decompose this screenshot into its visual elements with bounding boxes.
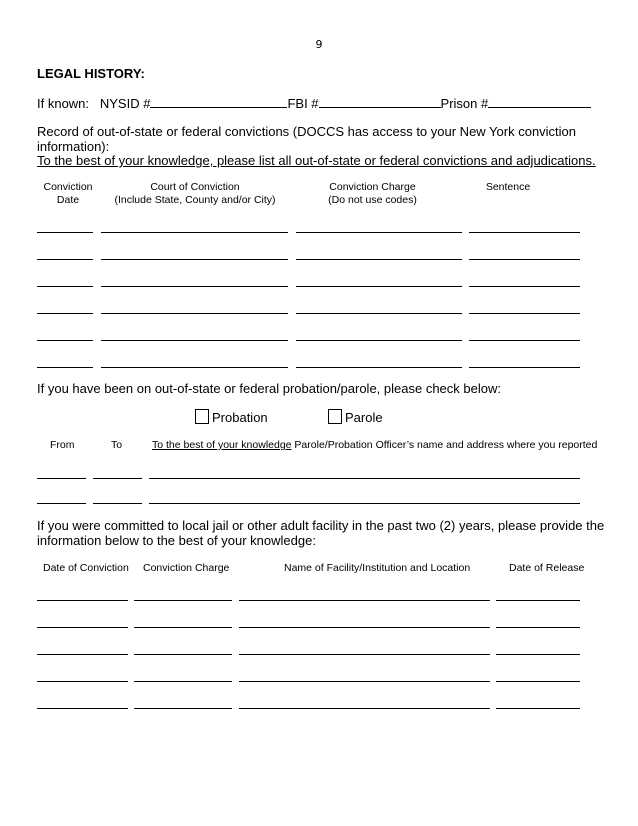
nysid-field[interactable] [150, 95, 287, 108]
col-conviction-charge: Conviction Charge [143, 562, 230, 574]
parole-checkbox[interactable] [328, 409, 342, 424]
jail-row3-col3-field[interactable] [239, 654, 490, 655]
probation-checkbox[interactable] [195, 409, 209, 424]
probation-label: Probation [212, 410, 268, 425]
col-from: From [50, 439, 75, 451]
convictions-intro [37, 124, 597, 154]
conviction-row3-col3-field[interactable] [296, 286, 462, 287]
jail-question-line2: information below to the best of your knowledge: [37, 533, 316, 548]
col-officer-details-underlined: To the best of your knowledge [152, 439, 292, 451]
nysid-label: NYSID # [99, 96, 151, 111]
col-sentence-line1: Sentence [485, 181, 531, 193]
jail-row2-col1-field[interactable] [37, 627, 128, 628]
conviction-row2-col2-field[interactable] [101, 259, 288, 260]
conviction-row2-col4-field[interactable] [469, 259, 580, 260]
jail-row4-col4-field[interactable] [496, 681, 580, 682]
conviction-row3-col2-field[interactable] [101, 286, 288, 287]
convictions-intro-line1: Record of out-of-state or federal convictions (DOCCS has access to your New York conviction [37, 124, 577, 139]
col-court-line2: (Include State, County and/or City) [114, 194, 276, 206]
jail-row2-col2-field[interactable] [134, 627, 232, 628]
probation-from-field-1[interactable] [37, 478, 86, 479]
conviction-row4-col3-field[interactable] [296, 313, 462, 314]
conviction-row6-col3-field[interactable] [296, 367, 462, 368]
conviction-row2-col1-field[interactable] [37, 259, 93, 260]
probation-from-field-2[interactable] [37, 503, 86, 504]
conviction-row1-col1-field[interactable] [37, 232, 93, 233]
col-conviction-date-line1: Conviction [43, 181, 93, 193]
jail-row5-col3-field[interactable] [239, 708, 490, 709]
conviction-row3-col4-field[interactable] [469, 286, 580, 287]
conviction-row5-col3-field[interactable] [296, 340, 462, 341]
col-conviction-date [38, 181, 98, 207]
col-charge-line1: Conviction Charge [329, 181, 416, 193]
parole-label: Parole [345, 410, 383, 425]
jail-row2-col3-field[interactable] [239, 627, 490, 628]
col-officer-details [152, 439, 597, 451]
col-charge [310, 181, 435, 207]
col-officer-details-rest: Parole/Probation Officer’s name and address where you reported [291, 439, 598, 451]
col-charge-line2: (Do not use codes) [328, 194, 417, 206]
convictions-intro-line2: information): [37, 139, 110, 154]
probation-details-field-1[interactable] [149, 478, 580, 479]
conviction-row1-col2-field[interactable] [101, 232, 288, 233]
col-to: To [111, 439, 123, 451]
id-line [37, 95, 591, 111]
if-known-label: If known: [37, 96, 90, 111]
jail-row4-col2-field[interactable] [134, 681, 232, 682]
col-court-line1: Court of Conviction [150, 181, 240, 193]
fbi-field[interactable] [319, 95, 441, 108]
conviction-row6-col4-field[interactable] [469, 367, 580, 368]
jail-row3-col2-field[interactable] [134, 654, 232, 655]
prison-field[interactable] [488, 95, 591, 108]
jail-row4-col1-field[interactable] [37, 681, 128, 682]
jail-row1-col1-field[interactable] [37, 600, 128, 601]
convictions-instruction: To the best of your knowledge, please list all out-of-state or federal convictions and adjudications. [37, 153, 596, 168]
jail-row1-col4-field[interactable] [496, 600, 580, 601]
conviction-row4-col2-field[interactable] [101, 313, 288, 314]
jail-row5-col4-field[interactable] [496, 708, 580, 709]
jail-row1-col2-field[interactable] [134, 600, 232, 601]
col-facility: Name of Facility/Institution and Location [284, 562, 471, 574]
section-heading: LEGAL HISTORY: [37, 66, 145, 81]
probation-details-field-2[interactable] [149, 503, 580, 504]
col-date-of-conviction: Date of Conviction [43, 562, 129, 574]
fbi-label: FBI # [287, 96, 319, 111]
col-sentence [478, 181, 538, 194]
col-date-of-release: Date of Release [509, 562, 585, 574]
jail-row3-col1-field[interactable] [37, 654, 128, 655]
jail-row5-col2-field[interactable] [134, 708, 232, 709]
jail-row5-col1-field[interactable] [37, 708, 128, 709]
conviction-row4-col1-field[interactable] [37, 313, 93, 314]
conviction-row5-col4-field[interactable] [469, 340, 580, 341]
conviction-row5-col2-field[interactable] [101, 340, 288, 341]
col-court [110, 181, 280, 207]
conviction-row5-col1-field[interactable] [37, 340, 93, 341]
conviction-row2-col3-field[interactable] [296, 259, 462, 260]
conviction-row1-col4-field[interactable] [469, 232, 580, 233]
prison-label: Prison # [440, 96, 489, 111]
page-number: 9 [315, 38, 323, 51]
jail-question-line1: If you were committed to local jail or other adult facility in the past two (2) years, please provide the [37, 518, 605, 533]
jail-row1-col3-field[interactable] [239, 600, 490, 601]
probation-question: If you have been on out-of-state or federal probation/parole, please check below: [37, 381, 501, 396]
probation-to-field-2[interactable] [93, 503, 142, 504]
jail-row3-col4-field[interactable] [496, 654, 580, 655]
jail-question [37, 518, 617, 548]
jail-row4-col3-field[interactable] [239, 681, 490, 682]
col-conviction-date-line2: Date [56, 194, 80, 206]
jail-row2-col4-field[interactable] [496, 627, 580, 628]
probation-to-field-1[interactable] [93, 478, 142, 479]
conviction-row6-col1-field[interactable] [37, 367, 93, 368]
conviction-row1-col3-field[interactable] [296, 232, 462, 233]
conviction-row3-col1-field[interactable] [37, 286, 93, 287]
conviction-row6-col2-field[interactable] [101, 367, 288, 368]
conviction-row4-col4-field[interactable] [469, 313, 580, 314]
